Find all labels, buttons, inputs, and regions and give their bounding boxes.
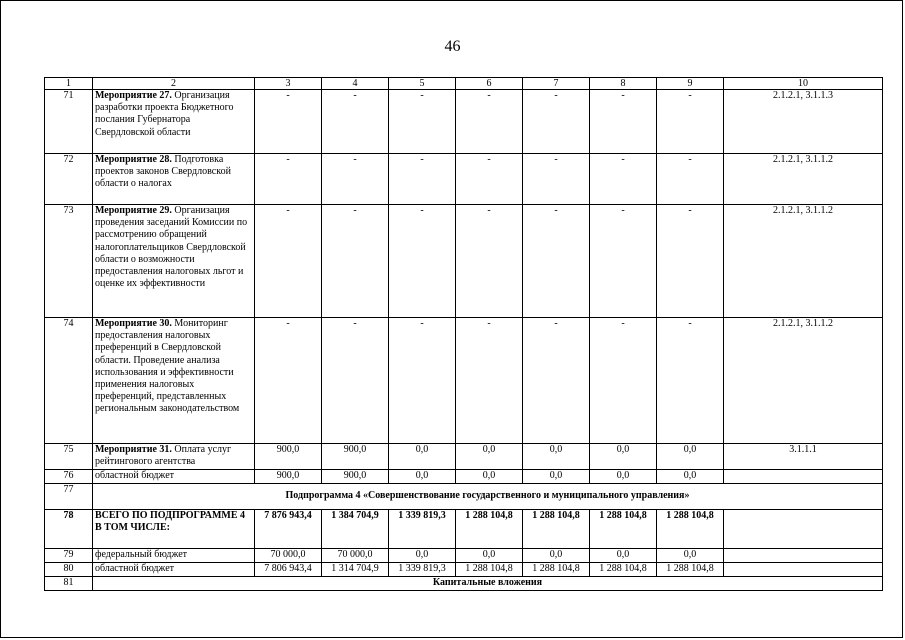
value-cell: 0,0 (389, 444, 456, 470)
measure-text: Организация проведения заседаний Комиссии по рассмотрению обращений налогоплательщиков Свердловской области о возможности предоставления налоговых льгот и оценке их эффективности (95, 205, 248, 290)
measure-text: Оплата услуг рейтингового агентства (95, 444, 232, 468)
column-header: 1 (45, 78, 93, 90)
table-row (45, 444, 883, 470)
value-cell: 0,0 (456, 470, 523, 484)
value-cell: 0,0 (590, 470, 657, 484)
column-header: 6 (456, 78, 523, 90)
column-header: 2 (93, 78, 255, 90)
table-row (45, 563, 883, 577)
target-code: 2.1.2.1, 3.1.1.2 (724, 154, 883, 205)
table-row (45, 549, 883, 563)
table-row (45, 90, 883, 154)
budget-table (44, 77, 883, 591)
value-cell: 70 000,0 (255, 549, 322, 563)
table-row (45, 318, 883, 444)
measure-text: Мониторинг предоставления налоговых преференций в Свердловской области. Проведение анализа использования и эффективности применения налоговых преференций, представленных региональным законодательством (95, 318, 240, 415)
value-cell: 1 288 104,8 (456, 510, 523, 549)
value-cell: - (389, 154, 456, 205)
value-cell: - (523, 205, 590, 318)
value-cell: - (590, 205, 657, 318)
measure-label: Мероприятие 30. (95, 318, 172, 329)
table-row (45, 205, 883, 318)
column-header: 7 (523, 78, 590, 90)
target-code: 2.1.2.1, 3.1.1.2 (724, 318, 883, 444)
row-number: 71 (45, 90, 93, 154)
value-cell: 70 000,0 (322, 549, 389, 563)
page-number: 46 (444, 38, 461, 55)
value-cell: 0,0 (456, 549, 523, 563)
row-number: 74 (45, 318, 93, 444)
measure-text: областной бюджет (95, 470, 175, 481)
row-description (93, 154, 255, 205)
value-cell: 1 288 104,8 (523, 563, 590, 577)
measure-label: Мероприятие 27. (95, 90, 172, 101)
value-cell: 1 288 104,8 (456, 563, 523, 577)
value-cell: 900,0 (255, 444, 322, 470)
value-cell: 1 288 104,8 (590, 563, 657, 577)
value-cell: 1 339 819,3 (389, 563, 456, 577)
target-code (724, 470, 883, 484)
section-row (45, 484, 883, 510)
value-cell: - (657, 154, 724, 205)
value-cell: - (322, 154, 389, 205)
value-cell: - (456, 154, 523, 205)
value-cell: 7 876 943,4 (255, 510, 322, 549)
value-cell: 1 314 704,9 (322, 563, 389, 577)
column-header: 9 (657, 78, 724, 90)
table-row (45, 470, 883, 484)
value-cell: 900,0 (322, 444, 389, 470)
row-description (93, 444, 255, 470)
row-number: 76 (45, 470, 93, 484)
value-cell: - (255, 154, 322, 205)
row-description: ВСЕГО ПО ПОДПРОГРАММЕ 4 В ТОМ ЧИСЛЕ: (93, 510, 255, 549)
target-code: 2.1.2.1, 3.1.1.3 (724, 90, 883, 154)
table-header-row (45, 78, 883, 90)
value-cell: - (523, 318, 590, 444)
measure-text: Организация разработки проекта Бюджетного послания Губернатора Свердловской области (95, 90, 234, 138)
value-cell: - (389, 90, 456, 154)
value-cell: 1 339 819,3 (389, 510, 456, 549)
row-number: 72 (45, 154, 93, 205)
value-cell: 0,0 (523, 444, 590, 470)
value-cell: - (322, 90, 389, 154)
value-cell: 7 806 943,4 (255, 563, 322, 577)
value-cell: - (456, 318, 523, 444)
table-row (45, 154, 883, 205)
row-number: 81 (45, 577, 93, 591)
value-cell: - (255, 90, 322, 154)
value-cell: - (657, 90, 724, 154)
value-cell: - (255, 205, 322, 318)
value-cell: 1 288 104,8 (590, 510, 657, 549)
target-code (724, 510, 883, 549)
value-cell: 0,0 (657, 444, 724, 470)
value-cell: 1 384 704,9 (322, 510, 389, 549)
value-cell: - (590, 90, 657, 154)
row-description: федеральный бюджет (93, 549, 255, 563)
value-cell: 0,0 (389, 470, 456, 484)
row-description (93, 90, 255, 154)
value-cell: 0,0 (523, 549, 590, 563)
measure-text: Подготовка проектов законов Свердловской области о налогах (95, 154, 231, 190)
row-description (93, 205, 255, 318)
value-cell: - (456, 90, 523, 154)
value-cell: 0,0 (590, 549, 657, 563)
value-cell: - (657, 205, 724, 318)
value-cell: - (657, 318, 724, 444)
value-cell: 1 288 104,8 (657, 563, 724, 577)
value-cell: 0,0 (657, 549, 724, 563)
target-code (724, 549, 883, 563)
column-header: 10 (724, 78, 883, 90)
column-header: 3 (255, 78, 322, 90)
value-cell: 0,0 (590, 444, 657, 470)
value-cell: 0,0 (523, 470, 590, 484)
row-description (93, 470, 255, 484)
measure-label: Мероприятие 31. (95, 444, 172, 455)
section-title: Подпрограмма 4 «Совершенствование государственного и муниципального управления» (93, 484, 883, 510)
value-cell: - (590, 318, 657, 444)
value-cell: - (389, 318, 456, 444)
row-number: 77 (45, 484, 93, 510)
section-row (45, 577, 883, 591)
measure-label: Мероприятие 29. (95, 205, 172, 216)
target-code: 2.1.2.1, 3.1.1.2 (724, 205, 883, 318)
value-cell: - (322, 318, 389, 444)
target-code: 3.1.1.1 (724, 444, 883, 470)
row-number: 79 (45, 549, 93, 563)
value-cell: 1 288 104,8 (523, 510, 590, 549)
row-description: областной бюджет (93, 563, 255, 577)
measure-label: Мероприятие 28. (95, 154, 172, 165)
value-cell: - (523, 90, 590, 154)
value-cell: 900,0 (255, 470, 322, 484)
value-cell: - (523, 154, 590, 205)
value-cell: - (389, 205, 456, 318)
value-cell: - (456, 205, 523, 318)
value-cell: - (255, 318, 322, 444)
row-number: 73 (45, 205, 93, 318)
section-title: Капитальные вложения (93, 577, 883, 591)
row-description (93, 318, 255, 444)
value-cell: 0,0 (389, 549, 456, 563)
target-code (724, 563, 883, 577)
column-header: 8 (590, 78, 657, 90)
table-row (45, 510, 883, 549)
value-cell: 0,0 (456, 444, 523, 470)
value-cell: - (590, 154, 657, 205)
value-cell: 900,0 (322, 470, 389, 484)
column-header: 4 (322, 78, 389, 90)
value-cell: 0,0 (657, 470, 724, 484)
value-cell: 1 288 104,8 (657, 510, 724, 549)
value-cell: - (322, 205, 389, 318)
row-number: 80 (45, 563, 93, 577)
row-number: 75 (45, 444, 93, 470)
column-header: 5 (389, 78, 456, 90)
row-number: 78 (45, 510, 93, 549)
